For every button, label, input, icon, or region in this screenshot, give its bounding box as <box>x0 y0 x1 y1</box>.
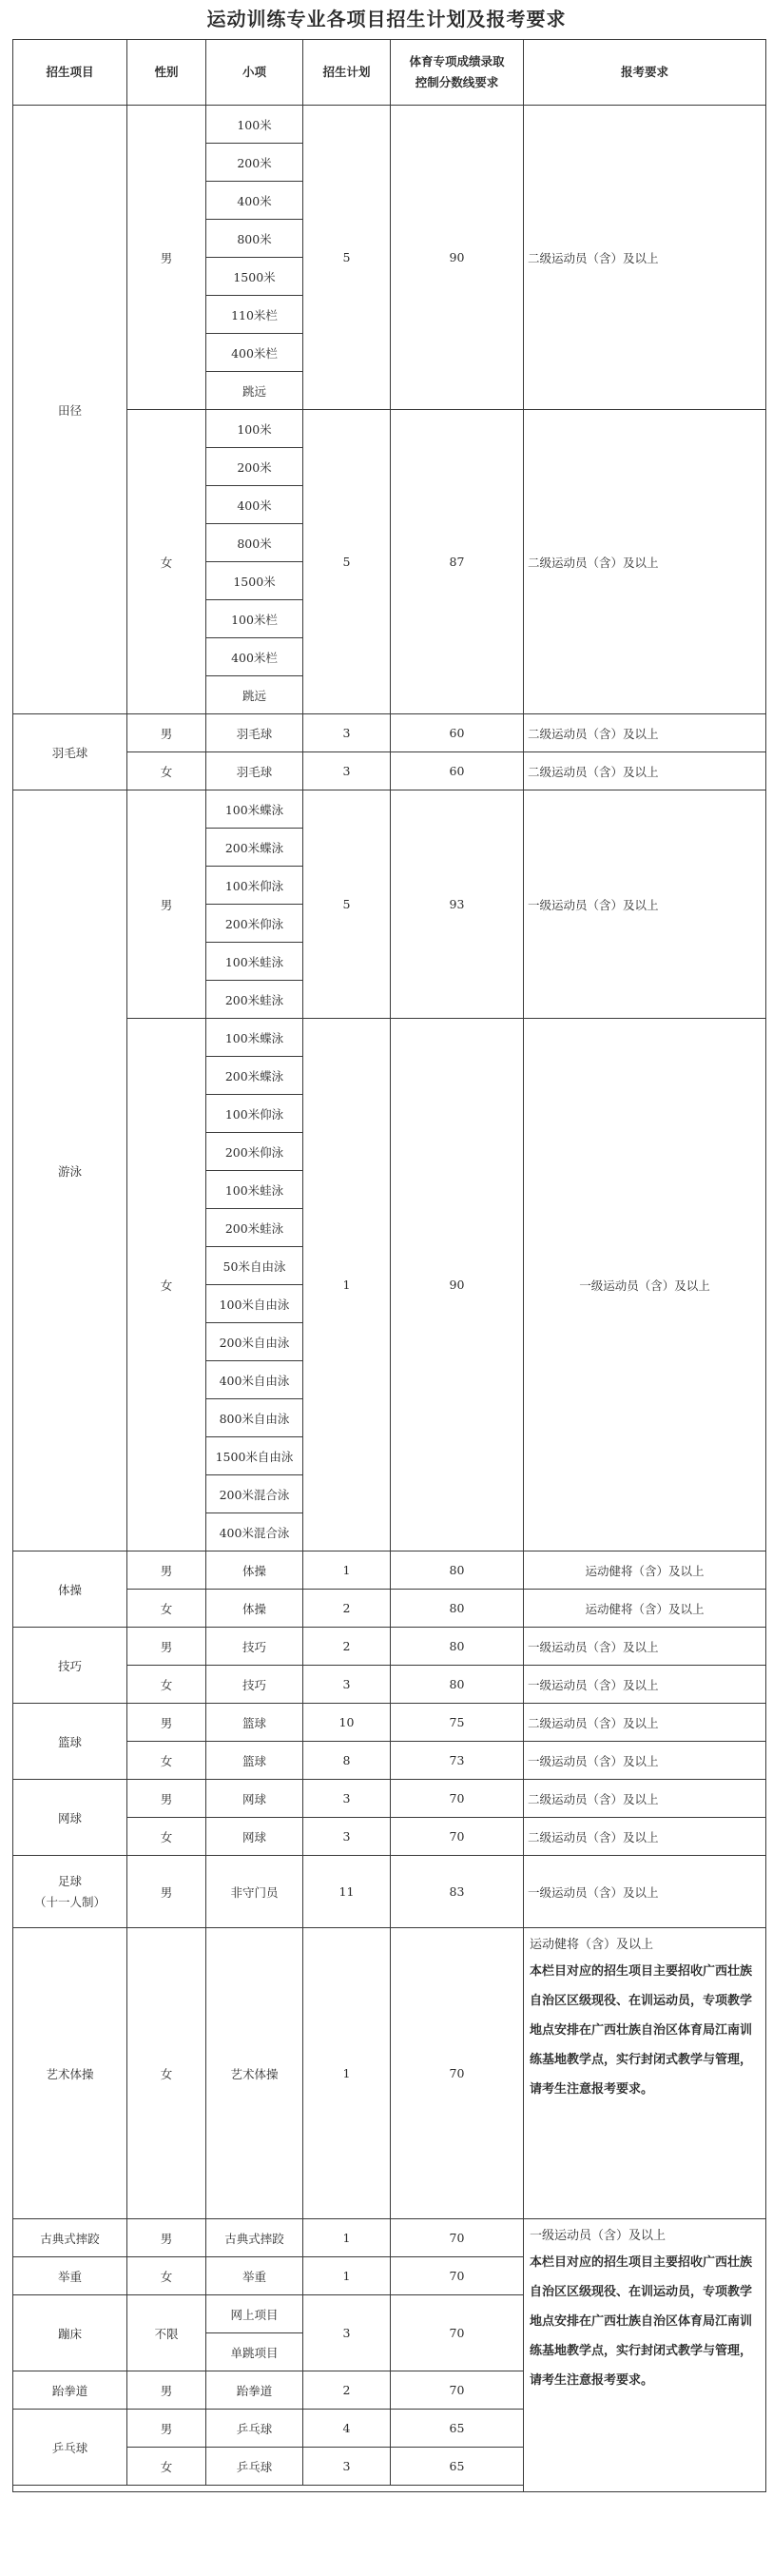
sub-cell: 非守门员 <box>206 1856 303 1928</box>
sub-cell: 1500米 <box>206 258 303 296</box>
plan-cell: 1 <box>303 2219 391 2257</box>
requirement-level: 一级运动员（含）及以上 <box>530 2229 667 2243</box>
plan-cell: 3 <box>303 2448 391 2486</box>
table-row <box>13 1928 766 2219</box>
sub-cell: 乒乓球 <box>206 2410 303 2448</box>
sub-cell: 跳远 <box>206 372 303 410</box>
score-cell: 70 <box>391 2295 524 2371</box>
header-sub: 小项 <box>206 40 303 106</box>
gender-cell: 不限 <box>127 2295 206 2371</box>
plan-cell: 2 <box>303 2371 391 2410</box>
header-score-line1: 体育专项成绩录取 <box>409 54 505 68</box>
sub-cell: 篮球 <box>206 1704 303 1742</box>
gender-cell: 女 <box>127 410 206 714</box>
table-row <box>13 106 766 144</box>
sub-cell: 羽毛球 <box>206 714 303 752</box>
requirement-cell: 二级运动员（含）及以上 <box>524 1780 766 1818</box>
sub-cell: 技巧 <box>206 1628 303 1666</box>
sub-cell: 跳远 <box>206 676 303 714</box>
requirement-cell: 运动健将（含）及以上 <box>524 1590 766 1628</box>
gender-cell: 女 <box>127 1928 206 2219</box>
plan-cell: 3 <box>303 714 391 752</box>
requirement-note: 本栏目对应的招生项目主要招收广西壮族自治区区级现役、在训运动员，专项教学地点安排在广西壮族自治区体育局江南训练基地教学点，实行封闭式教学与管理，请考生注意报考要求。 <box>530 2255 753 2388</box>
sub-cell: 400米混合泳 <box>206 1513 303 1551</box>
project-cell: 古典式摔跤 <box>13 2219 127 2257</box>
sub-cell: 200米混合泳 <box>206 1475 303 1513</box>
plan-cell: 1 <box>303 1928 391 2219</box>
gender-cell: 女 <box>127 2257 206 2295</box>
project-cell: 田径 <box>13 106 127 714</box>
gender-cell: 女 <box>127 1742 206 1780</box>
sub-cell: 网球 <box>206 1818 303 1856</box>
requirement-cell: 一级运动员（含）及以上 <box>524 1628 766 1666</box>
plan-cell: 11 <box>303 1856 391 1928</box>
sub-cell: 羽毛球 <box>206 752 303 790</box>
gender-cell: 女 <box>127 1019 206 1551</box>
requirement-cell: 二级运动员（含）及以上 <box>524 1818 766 1856</box>
sub-cell: 单跳项目 <box>206 2333 303 2371</box>
sub-cell: 800米自由泳 <box>206 1399 303 1437</box>
score-cell: 75 <box>391 1704 524 1742</box>
sub-cell: 技巧 <box>206 1666 303 1704</box>
sub-cell: 800米 <box>206 524 303 562</box>
plan-cell: 3 <box>303 752 391 790</box>
sub-cell: 200米 <box>206 144 303 182</box>
header-project: 招生项目 <box>13 40 127 106</box>
requirement-cell: 二级运动员（含）及以上 <box>524 752 766 790</box>
score-cell: 90 <box>391 1019 524 1551</box>
requirement-cell: 一级运动员（含）及以上 <box>524 1666 766 1704</box>
project-cell: 网球 <box>13 1780 127 1856</box>
sub-cell: 艺术体操 <box>206 1928 303 2219</box>
header-gender: 性别 <box>127 40 206 106</box>
score-cell: 90 <box>391 106 524 410</box>
gender-cell: 男 <box>127 2219 206 2257</box>
sub-cell: 800米 <box>206 220 303 258</box>
gender-cell: 男 <box>127 2410 206 2448</box>
score-cell: 70 <box>391 2371 524 2410</box>
gender-cell: 女 <box>127 1818 206 1856</box>
project-cell: 体操 <box>13 1551 127 1628</box>
score-cell: 80 <box>391 1666 524 1704</box>
project-note: （十一人制） <box>33 1894 106 1909</box>
table-filler <box>13 2486 524 2492</box>
project-cell: 游泳 <box>13 790 127 1551</box>
sub-cell: 体操 <box>206 1590 303 1628</box>
header-requirement: 报考要求 <box>524 40 766 106</box>
gender-cell: 男 <box>127 2371 206 2410</box>
plan-cell: 5 <box>303 410 391 714</box>
sub-cell: 网球 <box>206 1780 303 1818</box>
plan-cell: 1 <box>303 1019 391 1551</box>
sub-cell: 400米栏 <box>206 334 303 372</box>
sub-cell: 跆拳道 <box>206 2371 303 2410</box>
gender-cell: 女 <box>127 1590 206 1628</box>
sub-cell: 100米仰泳 <box>206 1095 303 1133</box>
requirement-cell: 一级运动员（含）及以上 <box>524 1856 766 1928</box>
score-cell: 93 <box>391 790 524 1019</box>
sub-cell: 400米自由泳 <box>206 1361 303 1399</box>
sub-cell: 古典式摔跤 <box>206 2219 303 2257</box>
score-cell: 70 <box>391 2219 524 2257</box>
sub-cell: 400米 <box>206 486 303 524</box>
score-cell: 80 <box>391 1628 524 1666</box>
requirement-cell: 二级运动员（含）及以上 <box>524 714 766 752</box>
project-cell: 跆拳道 <box>13 2371 127 2410</box>
header-score <box>391 40 524 106</box>
admission-table <box>12 39 766 2492</box>
sub-cell: 100米蛙泳 <box>206 1171 303 1209</box>
sub-cell: 100米蝶泳 <box>206 790 303 829</box>
plan-cell: 8 <box>303 1742 391 1780</box>
gender-cell: 男 <box>127 1628 206 1666</box>
project-cell: 篮球 <box>13 1704 127 1780</box>
score-cell: 65 <box>391 2410 524 2448</box>
table-row <box>13 1856 766 1928</box>
sub-cell: 100米自由泳 <box>206 1285 303 1323</box>
sub-cell: 1500米 <box>206 562 303 600</box>
gender-cell: 男 <box>127 106 206 410</box>
plan-cell: 4 <box>303 2410 391 2448</box>
requirement-cell: 二级运动员（含）及以上 <box>524 1704 766 1742</box>
project-name: 足球 <box>57 1873 82 1888</box>
sub-cell: 400米栏 <box>206 638 303 676</box>
requirement-cell: 运动健将（含）及以上 <box>524 1551 766 1590</box>
requirement-cell: 一级运动员（含）及以上 <box>524 790 766 1019</box>
sub-cell: 举重 <box>206 2257 303 2295</box>
project-cell: 技巧 <box>13 1628 127 1704</box>
sub-cell: 50米自由泳 <box>206 1247 303 1285</box>
score-cell: 83 <box>391 1856 524 1928</box>
plan-cell: 3 <box>303 1818 391 1856</box>
table-row <box>13 714 766 752</box>
sub-cell: 400米 <box>206 182 303 220</box>
sub-cell: 1500米自由泳 <box>206 1437 303 1475</box>
plan-cell: 10 <box>303 1704 391 1742</box>
requirement-cell <box>524 1928 766 2219</box>
sub-cell: 100米 <box>206 410 303 448</box>
project-cell: 蹦床 <box>13 2295 127 2371</box>
score-cell: 80 <box>391 1590 524 1628</box>
sub-cell: 200米蛙泳 <box>206 981 303 1019</box>
sub-cell: 乒乓球 <box>206 2448 303 2486</box>
score-cell: 87 <box>391 410 524 714</box>
score-cell: 80 <box>391 1551 524 1590</box>
sub-cell: 110米栏 <box>206 296 303 334</box>
sub-cell: 网上项目 <box>206 2295 303 2333</box>
sub-cell: 100米 <box>206 106 303 144</box>
score-cell: 70 <box>391 2257 524 2295</box>
sub-cell: 200米仰泳 <box>206 905 303 943</box>
project-cell: 举重 <box>13 2257 127 2295</box>
sub-cell: 体操 <box>206 1551 303 1590</box>
project-cell: 艺术体操 <box>13 1928 127 2219</box>
sub-cell: 100米栏 <box>206 600 303 638</box>
plan-cell: 1 <box>303 1551 391 1590</box>
table-row <box>13 790 766 829</box>
plan-cell: 3 <box>303 1780 391 1818</box>
header-score-line2: 控制分数线要求 <box>415 75 499 89</box>
page-title: 运动训练专业各项目招生计划及报考要求 <box>206 8 567 30</box>
gender-cell: 女 <box>127 1666 206 1704</box>
sub-cell: 200米仰泳 <box>206 1133 303 1171</box>
project-cell <box>13 1856 127 1928</box>
score-cell: 70 <box>391 1780 524 1818</box>
gender-cell: 男 <box>127 1780 206 1818</box>
requirement-cell <box>524 2219 766 2492</box>
gender-cell: 男 <box>127 790 206 1019</box>
table-row <box>13 2219 766 2257</box>
header-plan: 招生计划 <box>303 40 391 106</box>
sub-cell: 篮球 <box>206 1742 303 1780</box>
sub-cell: 100米蝶泳 <box>206 1019 303 1057</box>
gender-cell: 男 <box>127 714 206 752</box>
gender-cell: 女 <box>127 2448 206 2486</box>
plan-cell: 2 <box>303 1590 391 1628</box>
requirement-level: 运动健将（含）及以上 <box>530 1938 654 1952</box>
sub-cell: 200米 <box>206 448 303 486</box>
plan-cell: 3 <box>303 2295 391 2371</box>
sub-cell: 100米蛙泳 <box>206 943 303 981</box>
plan-cell: 5 <box>303 106 391 410</box>
table-row <box>13 1628 766 1666</box>
table-row <box>13 1704 766 1742</box>
table-row <box>13 1780 766 1818</box>
table-row <box>13 1551 766 1590</box>
plan-cell: 5 <box>303 790 391 1019</box>
sub-cell: 100米仰泳 <box>206 867 303 905</box>
sub-cell: 200米蛙泳 <box>206 1209 303 1247</box>
header-row <box>13 40 766 106</box>
plan-cell: 2 <box>303 1628 391 1666</box>
score-cell: 65 <box>391 2448 524 2486</box>
plan-cell: 1 <box>303 2257 391 2295</box>
score-cell: 60 <box>391 752 524 790</box>
sub-cell: 200米自由泳 <box>206 1323 303 1361</box>
sub-cell: 200米蝶泳 <box>206 1057 303 1095</box>
score-cell: 73 <box>391 1742 524 1780</box>
requirement-note: 本栏目对应的招生项目主要招收广西壮族自治区区级现役、在训运动员，专项教学地点安排在广西壮族自治区体育局江南训练基地教学点，实行封闭式教学与管理，请考生注意报考要求。 <box>530 1964 753 2097</box>
sub-cell: 200米蝶泳 <box>206 829 303 867</box>
score-cell: 70 <box>391 1928 524 2219</box>
requirement-cell: 二级运动员（含）及以上 <box>524 106 766 410</box>
gender-cell: 男 <box>127 1551 206 1590</box>
requirement-cell: 二级运动员（含）及以上 <box>524 410 766 714</box>
score-cell: 70 <box>391 1818 524 1856</box>
project-cell: 乒乓球 <box>13 2410 127 2486</box>
gender-cell: 男 <box>127 1856 206 1928</box>
requirement-cell: 一级运动员（含）及以上 <box>524 1019 766 1551</box>
plan-cell: 3 <box>303 1666 391 1704</box>
project-cell: 羽毛球 <box>13 714 127 790</box>
gender-cell: 男 <box>127 1704 206 1742</box>
gender-cell: 女 <box>127 752 206 790</box>
score-cell: 60 <box>391 714 524 752</box>
requirement-cell: 一级运动员（含）及以上 <box>524 1742 766 1780</box>
